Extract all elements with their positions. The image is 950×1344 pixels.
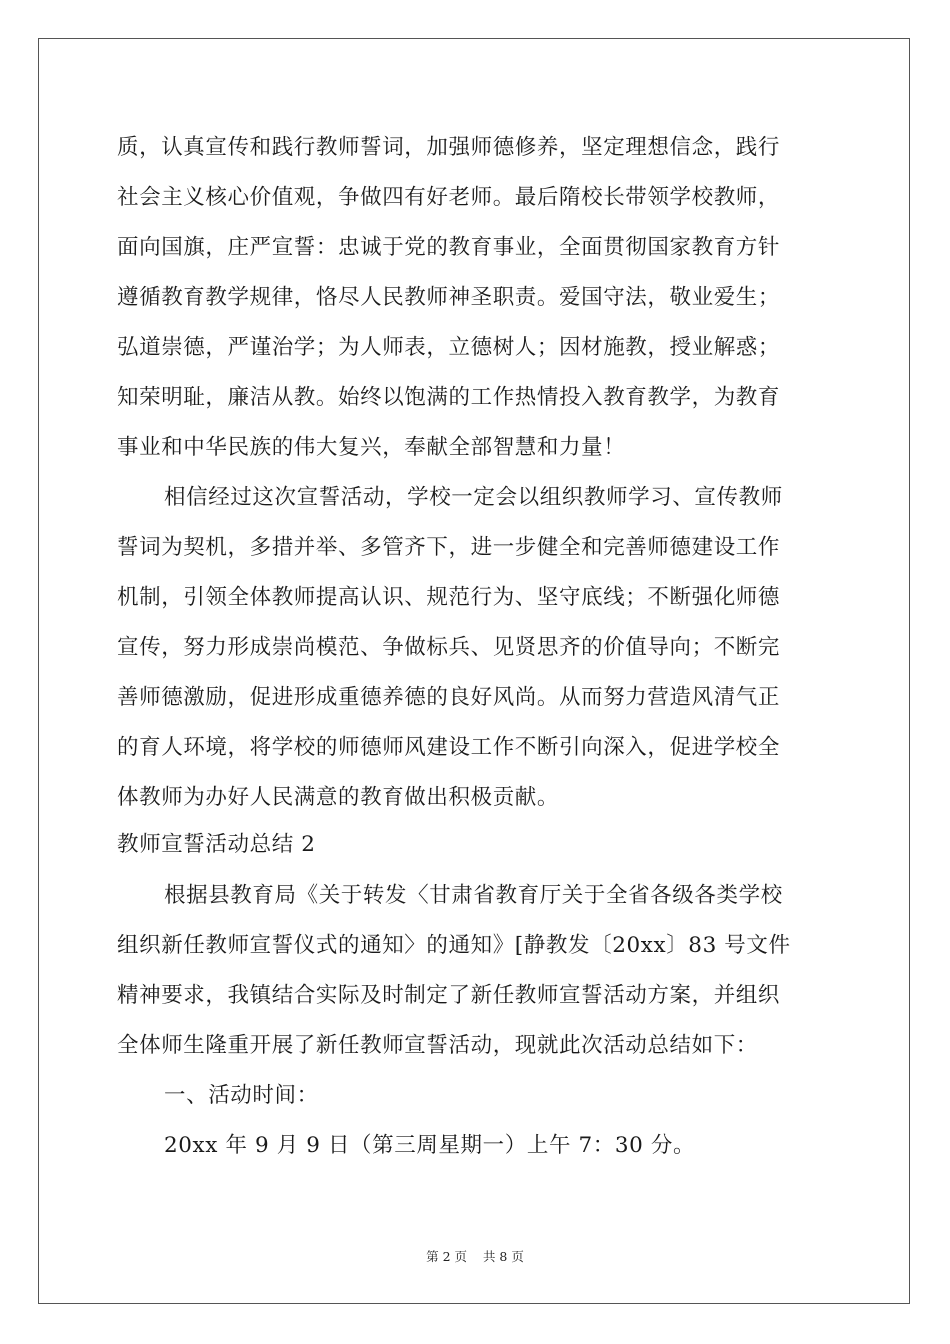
text-line: 精神要求，我镇结合实际及时制定了新任教师宣誓活动方案，并组织 (117, 983, 781, 1008)
text-line: 的育人环境，将学校的师德师风建设工作不断引向深入，促进学校全 (117, 735, 781, 760)
text-line: 相信经过这次宣誓活动，学校一定会以组织教师学习、宣传教师 (164, 485, 783, 510)
text-line: 知荣明耻，廉洁从教。始终以饱满的工作热情投入教育教学，为教育 (117, 385, 781, 410)
text-line: 宣传，努力形成崇尚模范、争做标兵、见贤思齐的价值导向；不断完 (117, 635, 781, 660)
text-line: 誓词为契机，多措并举、多管齐下，进一步健全和完善师德建设工作 (117, 535, 781, 560)
page-number: 第 2 页 (426, 1249, 468, 1264)
text-line: 一、活动时间： (164, 1083, 319, 1108)
text-line: 体教师为办好人民满意的教育做出积极贡献。 (117, 785, 560, 810)
text-line: 社会主义核心价值观，争做四有好老师。最后隋校长带领学校教师， (117, 185, 781, 210)
text-line: 机制，引领全体教师提高认识、规范行为、坚守底线；不断强化师德 (117, 585, 781, 610)
text-line: 遵循教育教学规律，恪尽人民教师神圣职责。爱国守法，敬业爱生； (117, 285, 781, 310)
text-line: 善师德激励，促进形成重德养德的良好风尚。从而努力营造风清气正 (117, 685, 781, 710)
section-heading: 教师宣誓活动总结 2 (117, 832, 316, 857)
text-line: 20xx 年 9 月 9 日（第三周星期一）上午 7：30 分。 (164, 1133, 696, 1158)
text-line: 事业和中华民族的伟大复兴，奉献全部智慧和力量！ (117, 435, 626, 460)
page-footer (0, 1247, 950, 1265)
page-total: 共 8 页 (482, 1249, 524, 1264)
text-line: 根据县教育局《关于转发〈甘肃省教育厅关于全省各级各类学校 (164, 883, 783, 908)
page-border (38, 38, 910, 1304)
text-line: 全体师生隆重开展了新任教师宣誓活动，现就此次活动总结如下： (117, 1033, 758, 1058)
text-line: 面向国旗，庄严宣誓：忠诚于党的教育事业，全面贯彻国家教育方针 (117, 235, 781, 260)
text-line: 质，认真宣传和践行教师誓词，加强师德修养，坚定理想信念，践行 (117, 135, 781, 160)
text-line: 弘道崇德，严谨治学；为人师表，立德树人；因材施教，授业解惑； (117, 335, 781, 360)
text-line: 组织新任教师宣誓仪式的通知〉的通知》[静教发〔20xx〕83 号文件 (117, 933, 791, 958)
